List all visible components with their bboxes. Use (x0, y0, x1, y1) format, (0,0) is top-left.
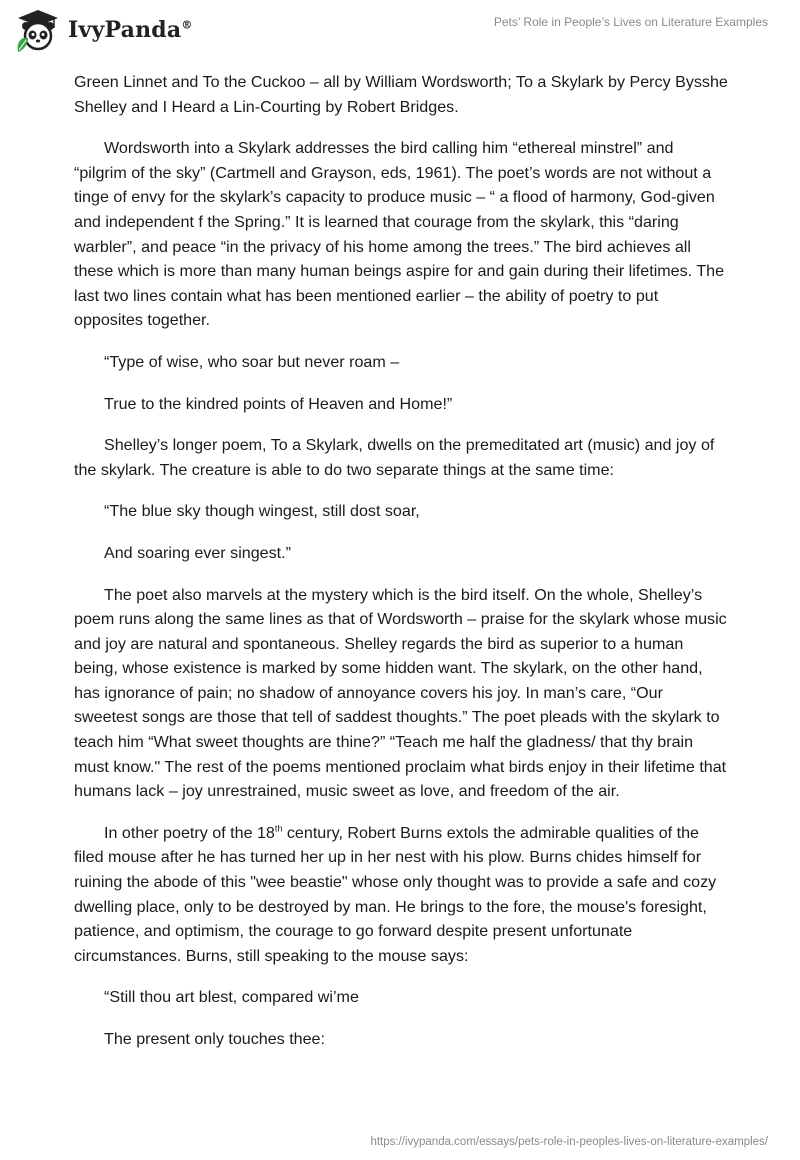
poem-quote-line: True to the kindred points of Heaven and Home!” (104, 394, 453, 413)
poem-quote-line: The present only touches thee: (104, 1030, 325, 1048)
paragraph (74, 821, 728, 969)
document-title: Pets’ Role in People’s Lives on Literature Examples (493, 15, 768, 29)
poem-quote-line: “Still thou art blest, compared wi’me (104, 988, 359, 1007)
brand-name: IvyPanda® (68, 17, 193, 43)
paragraph-rest: century, Robert Burns extols the admirable qualities of the filed mouse after he has turned her up in her nest with his plow. Burns chides himself for ruining the abode of this "wee beastie" whose only thought was to provide a safe and cozy dwelling place, only to be destroyed by man. He brings to the fore, the mouse's foresight, patience, and optimism, the courage to go forward despite present unfortunate circumstances. Burns, still speaking to the mouse says: (74, 823, 717, 965)
panda-graduate-icon (14, 8, 62, 52)
paragraph: Green Linnet and To the Cuckoo – all by William Wordsworth; To a Skylark by Percy Bysshe Shelley and I Heard a Lin-Courting by Robert Bridges. (74, 73, 728, 116)
paragraph: Wordsworth into a Skylark addresses the bird calling him “ethereal minstrel” and “pilgrim of the sky” (Cartmell and Grayson, eds, 1961). The poet’s words are not without a tinge of envy for the skylark’s capacity to produce music – “ a flood of harmony, God-given and independent f the Spring.” It is learned that courage from the skylark, this “daring warbler”, and peace “in the privacy of his home among the trees.” The bird achieves all these which is more than many human beings aspire for and gain during their lifetimes. The last two lines contain what has been mentioned earlier – the ability of poetry to put opposites together. (74, 139, 725, 330)
paragraph: The poet also marvels at the mystery which is the bird itself. On the whole, Shelley’s poem runs along the same lines as that of Wordsworth – praise for the skylark whose music and joy are natural and spontaneous. Shelley regards the bird as superior to a human being, whose existence is marked by some hidden want. The skylark, on the other hand, has ignorance of pain; no shadow of annoyance covers his joy. In man’s care, “Our sweetest songs are those that tell of saddest thoughts.” The poet pleads with the skylark to teach him “What sweet thoughts are thine?” “Teach me half the gladness/ that thy brain must know." The rest of the poems mentioned proclaim what birds enjoy in their lifetime that humans lack – joy unrestrained, music sweet as love, and freedom of the air. (74, 585, 727, 801)
poem-quote-line: “The blue sky though wingest, still dost soar, (104, 502, 420, 521)
source-url[interactable]: https://ivypanda.com/essays/pets-role-in-peoples-lives-on-literature-examples/ (370, 1136, 768, 1148)
poem-quote-line: And soaring ever singest.” (104, 543, 291, 562)
ivypanda-logo[interactable] (14, 8, 193, 52)
registered-mark: ® (181, 18, 193, 32)
paragraph-start: In other poetry of the 18 (104, 823, 275, 842)
ordinal-suffix: th (274, 823, 283, 834)
essay-body (74, 70, 728, 1069)
page-header (0, 0, 800, 64)
paragraph: Shelley’s longer poem, To a Skylark, dwells on the premeditated art (music) and joy of the skylark. The creature is able to do two separate things at the same time: (74, 436, 715, 479)
poem-quote-line: “Type of wise, who soar but never roam – (104, 352, 400, 371)
